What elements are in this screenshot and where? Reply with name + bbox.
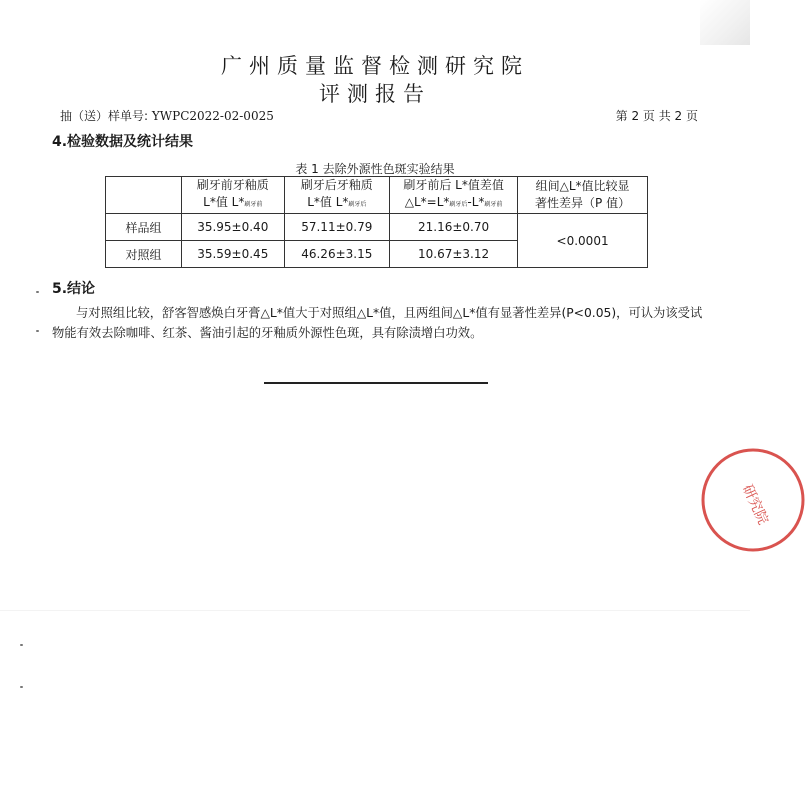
header-pvalue-line1: 组间△L*值比较显 (535, 179, 630, 193)
row-group: 样品组 (106, 214, 182, 241)
header-cell-empty (106, 177, 182, 214)
sample-number-label: 抽（送）样单号: (60, 109, 149, 123)
header-cell-before (182, 177, 285, 214)
header-pvalue-line2: 著性差异（P 值） (535, 196, 631, 210)
row-before: 35.59±0.45 (182, 241, 285, 268)
header-before-line1: 刷牙前牙釉质 (196, 178, 269, 192)
row-after: 57.11±0.79 (284, 214, 389, 241)
page-info: 第 2 页 共 2 页 (615, 109, 698, 123)
header-diff-line1: 刷牙前后 L*值差值 (403, 178, 504, 192)
report-title: 评测报告 (319, 82, 431, 106)
seal-text: 研究院 (738, 482, 771, 528)
header-after-sub: 刷牙后 (348, 201, 367, 208)
section-5-heading: 5.结论 (52, 281, 96, 297)
header-before-line2: L*值 L* (203, 195, 245, 209)
header-diff-line2b: -L* (467, 195, 485, 209)
header-cell-pvalue (518, 177, 648, 214)
header-diff-sub: 刷牙后 (449, 201, 468, 208)
table-header-row (106, 177, 648, 214)
sample-number-value: YWPC2022-02-0025 (151, 109, 274, 123)
row-after: 46.26±3.15 (284, 241, 389, 268)
row-diff: 10.67±3.12 (390, 241, 518, 268)
official-seal-stamp (698, 445, 808, 555)
sample-number (60, 107, 274, 124)
header-after-line1: 刷牙后牙釉质 (300, 178, 373, 192)
header-cell-after (284, 177, 389, 214)
row-diff: 21.16±0.70 (390, 214, 518, 241)
p-value-cell: <0.0001 (518, 214, 648, 268)
header-after-line2: L*值 L* (307, 195, 349, 209)
header-cell-diff (390, 177, 518, 214)
table-caption: 表 1 去除外源性色斑实验结果 (295, 162, 455, 176)
scan-shadow (700, 0, 750, 45)
header-diff-line2: △L*=L* (404, 195, 450, 209)
header-before-sub: 刷牙前 (244, 201, 263, 208)
results-table (105, 176, 648, 268)
scan-speck (36, 291, 39, 293)
page-fold-line (0, 610, 750, 611)
row-group: 对照组 (106, 241, 182, 268)
conclusion-text: 与对照组比较，舒客智感焕白牙膏△L*值大于对照组△L*值，且两组间△L*值有显著性差异(P<0.05)，可认为该受试物能有效去除咖啡、红茶、酱油引起的牙釉质外源性色斑，具有除渍增白功效。 (52, 306, 703, 340)
scan-speck (36, 330, 39, 332)
section-4-heading: 4.检验数据及统计结果 (52, 134, 194, 150)
scan-speck (20, 686, 23, 688)
scan-speck (20, 644, 23, 646)
header-diff-sub2: 刷牙前 (484, 201, 503, 208)
lab-name: 广州质量监督检测研究院 (221, 54, 529, 78)
row-before: 35.95±0.40 (182, 214, 285, 241)
table-row (106, 214, 648, 241)
end-of-content-rule (264, 382, 488, 384)
